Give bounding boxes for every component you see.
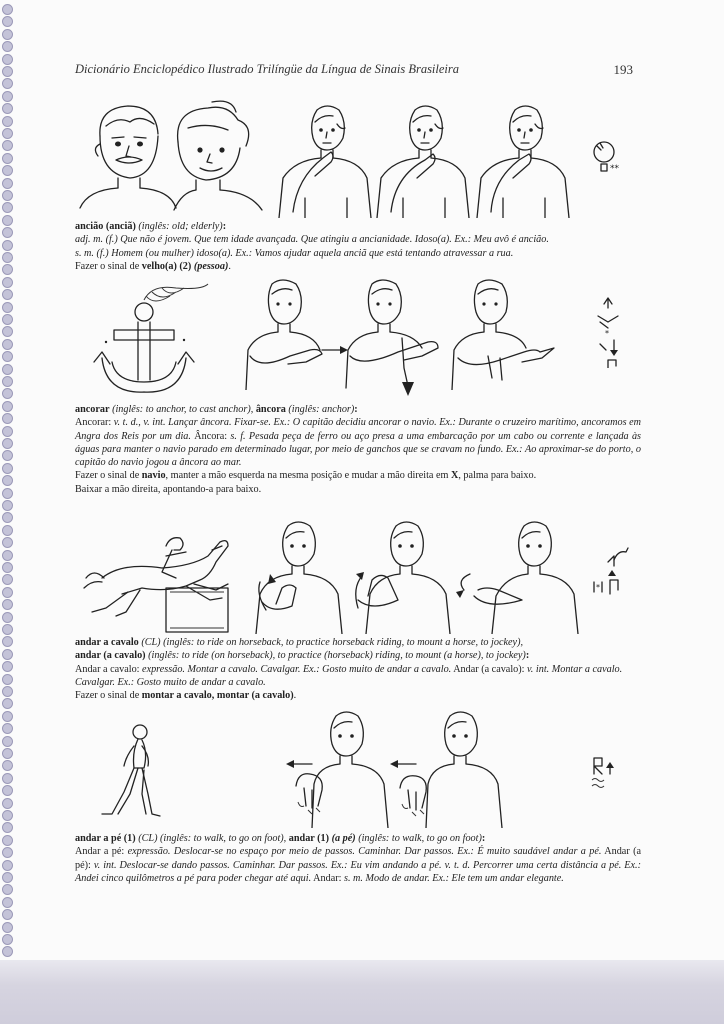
- horse-rider-drawing-icon: [82, 516, 252, 634]
- english-gloss: (inglês: to walk, to go on foot),: [160, 833, 287, 844]
- binding-ring-icon: [2, 364, 13, 375]
- binding-ring-icon: [2, 463, 13, 474]
- binding-ring-icon: [2, 4, 13, 15]
- sign-figure-icon: [473, 100, 573, 218]
- binding-ring-icon: [2, 29, 13, 40]
- binding-ring-icon: [2, 909, 13, 920]
- instruction-text: Fazer o sinal de: [75, 690, 142, 702]
- binding-ring-icon: [2, 537, 13, 548]
- binding-ring-icon: [2, 624, 13, 635]
- binding-ring-icon: [2, 500, 13, 511]
- svg-text:**: **: [610, 164, 619, 174]
- binding-ring-icon: [2, 339, 13, 350]
- binding-ring-icon: [2, 277, 13, 288]
- instruction-text: , manter a mão esquerda na mesma posição e mudar a mão direita em: [165, 470, 451, 482]
- definition-text: expressão. Deslocar-se no espaço por meio de passos. Caminhar. Dar passos. Ex.: É muito saudável andar a pé.: [127, 846, 602, 858]
- binding-ring-icon: [2, 599, 13, 610]
- instruction-text: Fazer o sinal de: [75, 470, 142, 482]
- binding-ring-icon: [2, 661, 13, 672]
- binding-ring-icon: [2, 401, 13, 412]
- definition-text: v. int. Montar a cavalo. Cavalgar. Ex.: Gosto muito de andar a cavalo.: [75, 663, 623, 688]
- binding-ring-icon: [2, 946, 13, 957]
- sign-instruction: Baixar a mão direita, apontando-a para baixo.: [75, 483, 262, 495]
- sign-figure-icon: [448, 278, 558, 390]
- definition-label: Andar a cavalo:: [75, 663, 143, 675]
- definition-text: s. m. Modo de andar. Ex.: Ele tem um andar elegante.: [344, 872, 564, 884]
- binding-ring-icon: [2, 388, 13, 399]
- binding-ring-icon: [2, 438, 13, 449]
- binding-ring-icon: [2, 649, 13, 660]
- binding-ring-icon: [2, 847, 13, 858]
- english-gloss: (inglês: to ride on horseback, to practice horseback riding, to mount a horse, to jockey),: [163, 637, 524, 648]
- sign-figure-icon: [246, 516, 346, 634]
- binding-ring-icon: [2, 140, 13, 151]
- binding-ring-icon: [2, 860, 13, 871]
- definition-label: v. t. d.: [441, 859, 474, 871]
- binding-ring-icon: [2, 264, 13, 275]
- binding-ring-icon: [2, 748, 13, 759]
- headword-line: [75, 220, 641, 233]
- definition-label: Andar (a pé):: [75, 846, 641, 871]
- binding-ring-icon: [2, 934, 13, 945]
- binding-ring-icon: [2, 78, 13, 89]
- english-gloss: (inglês: anchor): [288, 404, 355, 415]
- binding-ring-icon: [2, 252, 13, 263]
- binding-ring-icon: [2, 835, 13, 846]
- binding-ring-icon: [2, 785, 13, 796]
- binding-ring-icon: [2, 326, 13, 337]
- binding-ring-icon: [2, 351, 13, 362]
- running-header: [75, 62, 633, 84]
- binding-ring-icon: [2, 289, 13, 300]
- instruction-text: , palma para baixo.: [458, 470, 537, 482]
- sign-figure-icon: [240, 278, 350, 390]
- sign-figure-icon: [275, 100, 375, 218]
- headword: andar a pé (1): [75, 833, 136, 844]
- binding-ring-icon: [2, 723, 13, 734]
- headword: ancorar: [75, 404, 110, 415]
- binding-ring-icon: [2, 240, 13, 251]
- binding-ring-icon: [2, 153, 13, 164]
- definition-label: Ancorar:: [75, 417, 114, 429]
- english-gloss: (inglês: old; elderly): [138, 221, 223, 232]
- definition-text: expressão. Montar a cavalo. Cavalgar. Ex.: Gosto muito de andar a cavalo.: [142, 663, 452, 675]
- headword-line: [75, 649, 641, 662]
- entry-anciao: [75, 220, 641, 273]
- svg-text:*: *: [596, 583, 600, 592]
- binding-ring-icon: [2, 178, 13, 189]
- binding-ring-icon: [2, 376, 13, 387]
- binding-ring-icon: [2, 314, 13, 325]
- instruction-text: Fazer o sinal de: [75, 260, 142, 272]
- binding-ring-icon: [2, 686, 13, 697]
- definition: [75, 845, 641, 885]
- headword-colon: :: [525, 650, 530, 662]
- definition-adj: adj. m. (f.) Que não é jovem. Que tem idade avançada. Que atingiu a ancianidade. Idoso(a). Ex.: Meu avô é ancião.: [75, 234, 549, 246]
- headword: andar (a cavalo): [75, 650, 146, 662]
- definition-text: s. f. Pesada peça de ferro ou aço presa a uma embarcação por um cabo ou corrente e lançada às águas para manter o navio parado em determinado lugar, por meio de ganchos que se cravam no fundo. Ex.: Ao aproximar-se do porto, o capitão do navio jogou a âncora ao mar.: [75, 430, 642, 469]
- cross-reference: montar a cavalo, montar (a cavalo): [141, 690, 294, 702]
- elderly-couple-drawing-icon: [78, 96, 268, 211]
- definition-label: Andar (a cavalo):: [451, 663, 528, 675]
- binding-ring-icon: [2, 525, 13, 536]
- definition-text: v. t. d., v. int. Lançar âncora. Fixar-se. Ex.: O capitão decidiu ancorar o navio. Ex.: Durante o cruzeiro marítimo, ancoramos em Angra dos Reis por um dia.: [75, 417, 641, 442]
- headword: ancião (anciã): [75, 221, 136, 232]
- spiral-binding: [0, 0, 18, 960]
- sign-figure-icon: [342, 276, 452, 398]
- binding-ring-icon: [2, 773, 13, 784]
- binding-ring-icon: [2, 128, 13, 139]
- page-number: 193: [613, 62, 633, 77]
- binding-ring-icon: [2, 922, 13, 933]
- cross-reference: navio: [141, 470, 166, 482]
- walking-man-drawing-icon: [96, 722, 176, 822]
- english-gloss: (inglês: to ride (on horseback), to practice (horseback) riding, to mount (a horse), to jockey): [148, 650, 526, 662]
- definition-text: Percorrer uma certa distância a pé. Ex.: Andei cinco quilômetros a pé para poder chegar até aqui.: [75, 859, 641, 884]
- binding-ring-icon: [2, 612, 13, 623]
- headword-line: [75, 832, 641, 845]
- svg-text:*: *: [605, 329, 609, 338]
- classifier-tag: (CL): [138, 833, 158, 844]
- binding-ring-icon: [2, 810, 13, 821]
- binding-ring-icon: [2, 711, 13, 722]
- signwriting-glyph-icon: [594, 296, 624, 368]
- binding-ring-icon: [2, 884, 13, 895]
- binding-ring-icon: [2, 91, 13, 102]
- sign-instruction: [75, 469, 641, 482]
- binding-ring-icon: [2, 227, 13, 238]
- binding-ring-icon: [2, 636, 13, 647]
- binding-ring-icon: [2, 574, 13, 585]
- definition-label: Andar a pé:: [75, 846, 128, 858]
- classifier-tag: (a pé): [331, 833, 356, 844]
- sign-figure-icon: [344, 516, 454, 634]
- sign-figure-icon: [373, 100, 473, 218]
- binding-ring-icon: [2, 897, 13, 908]
- sign-instruction: [75, 689, 641, 702]
- binding-ring-icon: [2, 413, 13, 424]
- entry-andar-a-cavalo: [75, 636, 641, 702]
- definition: [75, 663, 641, 690]
- binding-ring-icon: [2, 66, 13, 77]
- binding-ring-icon: [2, 587, 13, 598]
- binding-ring-icon: [2, 16, 13, 27]
- signwriting-glyph-icon: [592, 138, 622, 182]
- headword: âncora: [255, 404, 286, 415]
- binding-ring-icon: [2, 215, 13, 226]
- binding-ring-icon: [2, 302, 13, 313]
- binding-ring-icon: [2, 674, 13, 685]
- definition-noun: s. m. (f.) Homem (ou mulher) idoso(a). Ex.: Vamos ajudar aquela anciã que está tentando atravessar a rua.: [75, 247, 514, 259]
- binding-ring-icon: [2, 475, 13, 486]
- cross-reference-qualifier: (pessoa): [193, 260, 229, 272]
- signwriting-glyph-icon: [590, 756, 620, 792]
- binding-ring-icon: [2, 426, 13, 437]
- binding-ring-icon: [2, 798, 13, 809]
- entry-andar-a-pe: [75, 832, 641, 885]
- binding-ring-icon: [2, 165, 13, 176]
- binding-ring-icon: [2, 450, 13, 461]
- headword-colon: :: [481, 833, 486, 844]
- signwriting-glyph-icon: [592, 546, 632, 598]
- sign-instruction: [75, 260, 641, 273]
- binding-ring-icon: [2, 698, 13, 709]
- binding-ring-icon: [2, 822, 13, 833]
- classifier-tag: (CL): [141, 637, 161, 648]
- binding-ring-icon: [2, 562, 13, 573]
- english-gloss: (inglês: to anchor, to cast anchor),: [112, 404, 254, 415]
- english-gloss: (inglês: to walk, to go on foot): [358, 833, 482, 844]
- headword: andar a cavalo: [75, 637, 139, 648]
- headword: andar (1): [288, 833, 330, 844]
- headword-colon: :: [222, 221, 227, 232]
- book-title: Dicionário Enciclopédico Ilustrado Trilíngüe da Língua de Sinais Brasileira: [75, 62, 460, 76]
- binding-ring-icon: [2, 550, 13, 561]
- scan-bottom-edge: [0, 960, 724, 1024]
- definition-label: Âncora:: [190, 430, 231, 442]
- definition: [75, 416, 641, 469]
- headword-line: [75, 403, 641, 416]
- binding-ring-icon: [2, 512, 13, 523]
- instruction-text: .: [293, 690, 297, 702]
- sign-figure-icon: [284, 706, 394, 828]
- binding-ring-icon: [2, 202, 13, 213]
- sign-figure-icon: [452, 516, 582, 634]
- definition-label: Andar:: [311, 872, 344, 884]
- entry-ancorar: [75, 403, 641, 496]
- binding-ring-icon: [2, 760, 13, 771]
- anchor-drawing-icon: [92, 282, 212, 404]
- handshape-letter: X: [450, 470, 459, 482]
- binding-ring-icon: [2, 54, 13, 65]
- binding-ring-icon: [2, 736, 13, 747]
- binding-ring-icon: [2, 488, 13, 499]
- headword-line: [75, 636, 641, 649]
- instruction-text: .: [228, 260, 231, 272]
- binding-ring-icon: [2, 103, 13, 114]
- headword-colon: :: [354, 404, 358, 415]
- binding-ring-icon: [2, 116, 13, 127]
- binding-ring-icon: [2, 41, 13, 52]
- definition-text: v. int. Deslocar-se dando passos. Caminhar. Dar passos. Ex.: Eu vim andando a pé.: [93, 859, 442, 871]
- binding-ring-icon: [2, 190, 13, 201]
- binding-ring-icon: [2, 872, 13, 883]
- sign-figure-icon: [388, 706, 508, 828]
- cross-reference: velho(a) (2): [141, 260, 192, 272]
